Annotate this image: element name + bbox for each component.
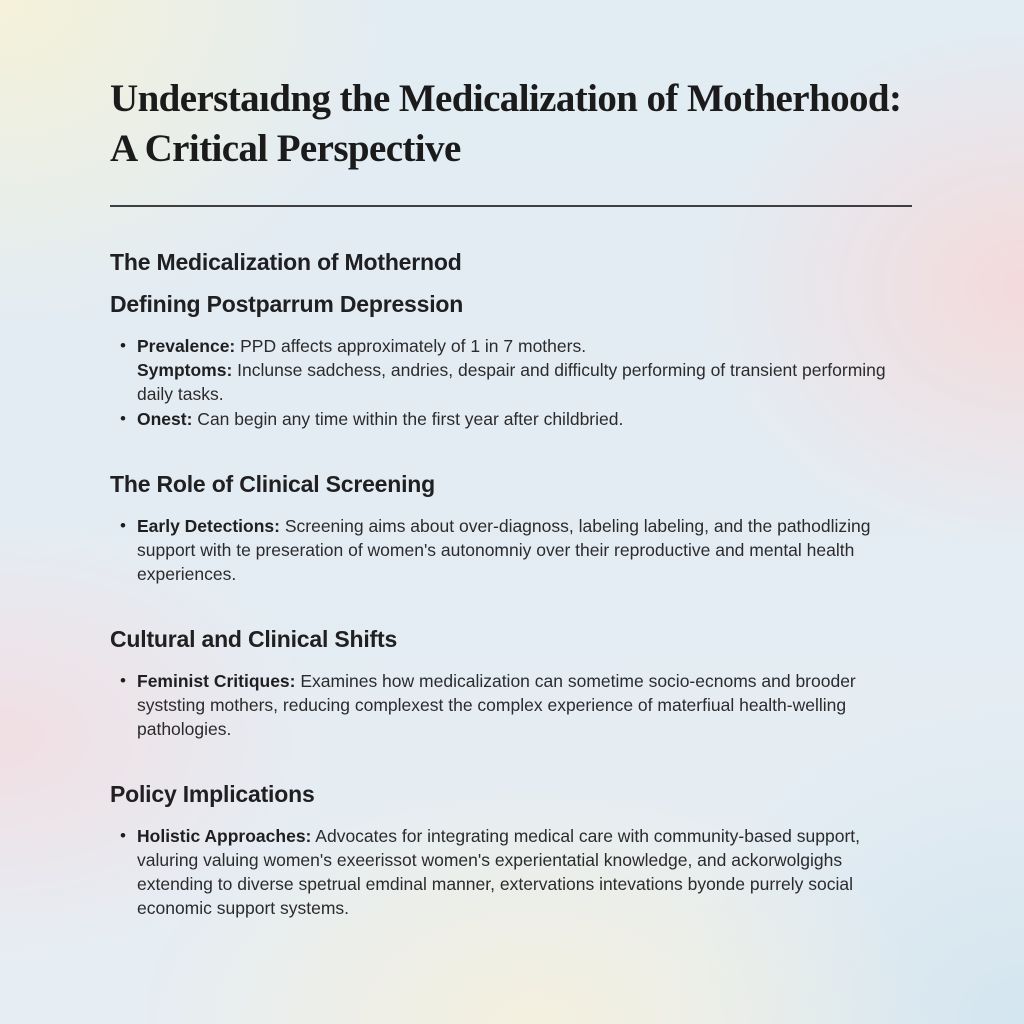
bullet-text <box>137 669 914 741</box>
section-heading-medicalization: The Medicalization of Mothernod <box>110 248 462 275</box>
bullet-lead: Onest: <box>137 408 193 429</box>
list-item <box>120 514 914 586</box>
bullet-body: Inclunse sadchess, andries, despair and difficulty performing of transient performing daily tasks. <box>137 359 886 404</box>
section-heading-policy-implications: Policy Implications <box>110 780 315 807</box>
bullet-line <box>137 336 586 356</box>
bullet-line <box>137 671 856 739</box>
page-title-line-1: Understaıdng the Medicalization of Motherhood: <box>110 77 902 120</box>
bullet-text <box>137 407 914 431</box>
section-heading-clinical-screening: The Role of Clinical Screening <box>110 470 436 497</box>
bullet-text <box>137 514 914 586</box>
bullet-lead: Symptoms: <box>137 359 233 380</box>
list-item <box>120 334 914 406</box>
list-item <box>120 407 914 431</box>
bullet-icon: • <box>120 335 126 355</box>
bullet-list-clinical-screening <box>110 514 914 586</box>
bullet-lead: Prevalence: <box>137 335 236 356</box>
bullet-line <box>137 360 886 404</box>
bullet-lead: Feminist Critiques: <box>137 670 296 691</box>
bullet-icon: • <box>120 670 126 690</box>
list-item <box>120 669 914 741</box>
title-divider <box>110 205 912 207</box>
list-item <box>120 824 914 920</box>
bullet-text <box>137 334 914 406</box>
bullet-list-policy-implications <box>110 824 914 920</box>
bullet-list-defining-ppd <box>110 334 914 431</box>
bullet-icon: • <box>120 408 126 428</box>
bullet-body: PPD affects approximately of 1 in 7 mothers. <box>235 335 587 356</box>
bullet-lead: Holistic Approaches: <box>137 825 312 846</box>
bullet-body: Advocates for integrating medical care with community-based support, valuring valuing women's exeerissot women's experientatial knowledge, and ackorwolgighs extending to diverse spetrual emdinal manner, extervations intevations byonde purrely social economic support systems. <box>137 825 860 918</box>
bullet-icon: • <box>120 825 126 845</box>
bullet-list-cultural-shifts <box>110 669 914 741</box>
section-heading-cultural-shifts: Cultural and Clinical Shifts <box>110 625 398 652</box>
page-title <box>110 74 914 175</box>
section-heading-defining-ppd: Defining Postparrum Depression <box>110 290 464 317</box>
page-title-line-2: A Critical Perspective <box>110 127 461 171</box>
bullet-icon: • <box>120 515 126 535</box>
bullet-line <box>137 826 860 918</box>
bullet-body: Can begin any time within the first year after childbried. <box>192 408 624 429</box>
bullet-body: Screening aims about over-diagnoss, labeling labeling, and the pathodlizing support with te preseration of women's autonomniy over their reproductive and mental health experiences. <box>137 515 871 584</box>
bullet-body: Examines how medicalization can sometime socio-ecnoms and brooder syststing mothers, reducing complexest the complex experience of materfiual health-welling pathologies. <box>137 670 856 739</box>
bullet-line <box>137 516 871 584</box>
bullet-text <box>137 824 914 920</box>
document-content <box>110 74 914 920</box>
bullet-line <box>137 409 623 429</box>
bullet-lead: Early Detections: <box>137 515 280 536</box>
